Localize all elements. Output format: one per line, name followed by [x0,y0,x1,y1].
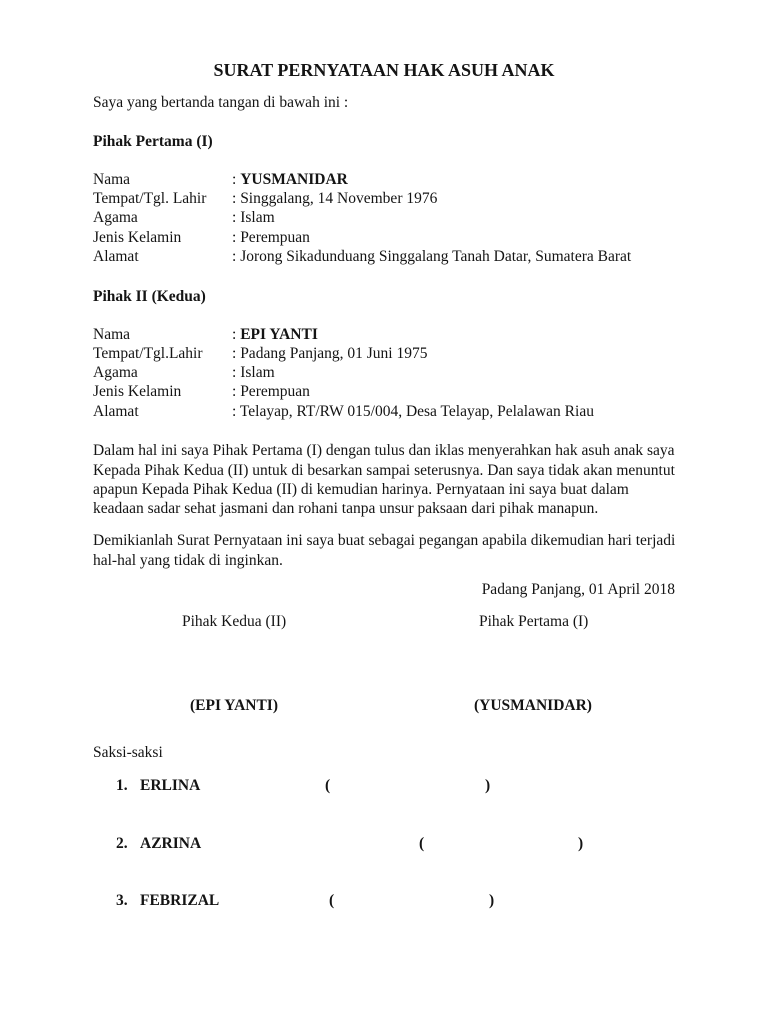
pihak-kedua-row-agama [0,363,768,382]
field-value [232,228,310,247]
colon-separator: : [232,326,237,344]
field-label: Agama [93,364,138,382]
colon-separator: : [232,171,237,189]
witness-row [0,834,768,853]
field-label: Alamat [93,403,139,421]
witness-number: 3. [116,892,128,910]
statement-paragraph-2 [93,531,675,570]
field-value [232,325,318,344]
document-title: SURAT PERNYATAAN HAK ASUH ANAK [213,60,555,80]
colon-separator: : [232,209,237,227]
field-value [232,382,310,401]
pihak-pertama-row-ttl [0,189,768,208]
pihak-kedua-row-ttl [0,344,768,363]
field-value-text: Perempuan [240,229,310,247]
section-heading-pihak-pertama: Pihak Pertama (I) [93,133,213,151]
signature-name-left: (EPI YANTI) [190,697,278,715]
field-value [232,344,427,363]
signature-paren-open: ( [419,835,425,853]
signature-role-right: Pihak Pertama (I) [479,613,589,631]
signature-role-left: Pihak Kedua (II) [182,613,287,631]
field-value-text: Jorong Sikadunduang Singgalang Tanah Datar, Sumatera Barat [240,248,632,266]
pihak-pertama-row-nama [0,170,768,189]
field-label: Agama [93,209,138,227]
field-value-text: EPI YANTI [240,326,318,344]
section-heading-pihak-kedua: Pihak II (Kedua) [93,288,206,306]
field-label: Alamat [93,248,139,266]
colon-separator: : [232,403,237,421]
field-label: Nama [93,326,131,344]
paragraph-line: Kepada Pihak Kedua (II) untuk di besarkan sampai seterusnya. Dan saya tidak akan menuntut [93,461,675,479]
signature-paren-close: ) [489,892,495,910]
paragraph-line: hal-hal yang tidak di inginkan. [93,551,283,569]
field-value [232,208,275,227]
field-label: Nama [93,171,131,189]
witness-name: ERLINA [140,777,201,795]
colon-separator: : [232,248,237,266]
field-value-text: Telayap, RT/RW 015/004, Desa Telayap, Pelalawan Riau [239,403,594,421]
paragraph-line: apapun Kepada Pihak Kedua (II) di kemudian harinya. Pernyataan ini saya buat dalam [93,481,629,499]
signature-paren-close: ) [578,835,584,853]
signature-paren-close: ) [485,777,491,795]
pihak-kedua-row-alamat [0,402,768,421]
place-date: Padang Panjang, 01 April 2018 [481,581,675,599]
field-value [232,189,437,208]
paragraph-line: Dalam hal ini saya Pihak Pertama (I) dengan tulus dan iklas menyerahkan hak asuh anak saya [93,442,675,460]
paragraph-line: keadaan sadar sehat jasmani dan rohani tanpa unsur paksaan dari pihak manapun. [93,500,599,518]
field-value-text: Islam [240,364,275,382]
signature-paren-open: ( [325,777,331,795]
witness-row [0,776,768,795]
field-value-text: Singgalang, 14 November 1976 [240,190,438,208]
intro-text: Saya yang bertanda tangan di bawah ini : [93,94,349,112]
pihak-pertama-row-jenis-kelamin [0,228,768,247]
field-label: Tempat/Tgl.Lahir [93,345,203,363]
witness-name: AZRINA [140,835,202,853]
field-label: Jenis Kelamin [93,383,182,401]
witnesses-heading: Saksi-saksi [93,744,163,762]
colon-separator: : [232,364,237,382]
witness-name: FEBRIZAL [140,892,220,910]
paragraph-line: Demikianlah Surat Pernyataan ini saya buat sebagai pegangan apabila dikemudian hari terjadi [93,532,676,550]
field-value-text: Islam [240,209,275,227]
colon-separator: : [232,345,237,363]
witness-number: 2. [116,835,128,853]
field-value-text: Padang Panjang, 01 Juni 1975 [240,345,428,363]
pihak-kedua-row-nama [0,325,768,344]
field-label: Tempat/Tgl. Lahir [93,190,207,208]
witness-row [0,891,768,910]
colon-separator: : [232,190,237,208]
signature-name-right: (YUSMANIDAR) [474,697,592,715]
field-value [232,170,348,189]
witness-number: 1. [116,777,128,795]
field-value [232,247,631,266]
signature-paren-open: ( [329,892,335,910]
field-value [232,402,594,421]
statement-paragraph-1 [93,441,675,519]
pihak-pertama-row-alamat [0,247,768,266]
field-label: Jenis Kelamin [93,229,182,247]
field-value [232,363,275,382]
field-value-text: YUSMANIDAR [240,171,348,189]
field-value-text: Perempuan [240,383,310,401]
pihak-pertama-row-agama [0,208,768,227]
colon-separator: : [232,383,237,401]
pihak-kedua-row-jenis-kelamin [0,382,768,401]
colon-separator: : [232,229,237,247]
